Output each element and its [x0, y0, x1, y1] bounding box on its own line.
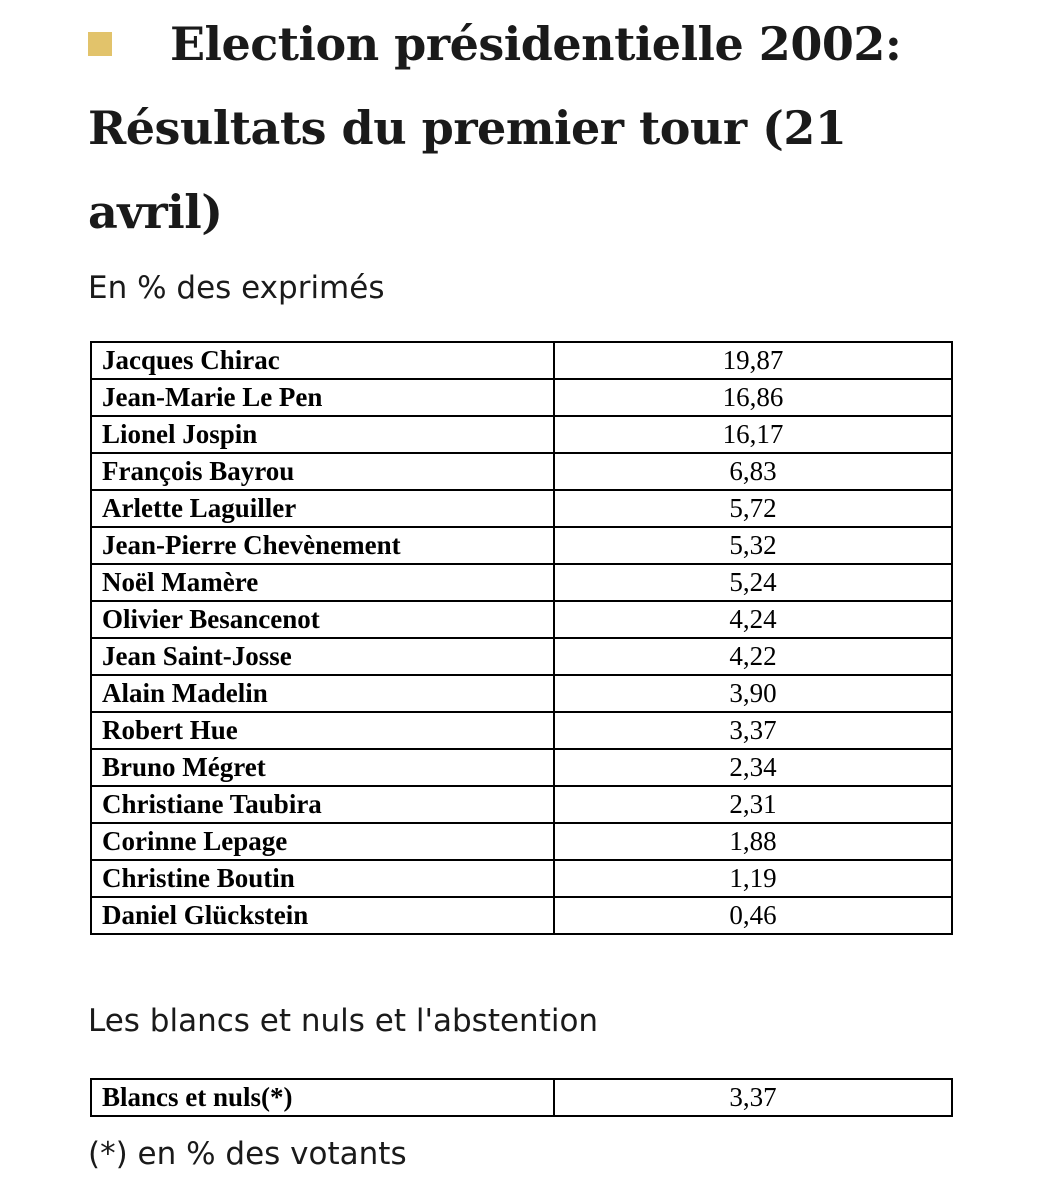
table-row: [91, 601, 952, 638]
footnote: (*) en % des votants: [88, 1136, 407, 1172]
table-row: [91, 564, 952, 601]
table-row: [91, 897, 952, 934]
candidate-percent: 1,19: [554, 860, 952, 897]
candidate-name: Jacques Chirac: [91, 342, 554, 379]
candidate-percent: 2,34: [554, 749, 952, 786]
table-row: [91, 416, 952, 453]
candidate-percent: 16,86: [554, 379, 952, 416]
table-row: [91, 638, 952, 675]
table-row: [91, 675, 952, 712]
results-table: [90, 341, 953, 935]
candidate-percent: 19,87: [554, 342, 952, 379]
candidate-percent: 3,37: [554, 712, 952, 749]
page-title: [88, 2, 988, 254]
candidate-name: Robert Hue: [91, 712, 554, 749]
table-row: [91, 527, 952, 564]
candidate-name: Alain Madelin: [91, 675, 554, 712]
candidate-name: Jean-Marie Le Pen: [91, 379, 554, 416]
candidate-name: Christine Boutin: [91, 860, 554, 897]
candidate-name: François Bayrou: [91, 453, 554, 490]
candidate-name: Daniel Glückstein: [91, 897, 554, 934]
table-row: [91, 1079, 952, 1116]
candidate-percent: 5,32: [554, 527, 952, 564]
blank-votes-table: [90, 1078, 953, 1117]
candidate-name: Corinne Lepage: [91, 823, 554, 860]
candidate-percent: 2,31: [554, 786, 952, 823]
candidate-name: Noël Mamère: [91, 564, 554, 601]
table-row: [91, 860, 952, 897]
blank-votes-label: Blancs et nuls(*): [91, 1079, 554, 1116]
square-bullet-icon: [88, 32, 112, 56]
candidate-percent: 6,83: [554, 453, 952, 490]
candidate-percent: 4,24: [554, 601, 952, 638]
candidate-percent: 4,22: [554, 638, 952, 675]
candidate-percent: 3,90: [554, 675, 952, 712]
table-row: [91, 490, 952, 527]
candidate-name: Jean Saint-Josse: [91, 638, 554, 675]
section-label-blank-abstention: Les blancs et nuls et l'abstention: [88, 1003, 599, 1039]
candidate-name: Arlette Laguiller: [91, 490, 554, 527]
candidate-name: Christiane Taubira: [91, 786, 554, 823]
table-row: [91, 342, 952, 379]
candidate-percent: 0,46: [554, 897, 952, 934]
candidate-percent: 1,88: [554, 823, 952, 860]
blank-votes-table-body: [91, 1079, 952, 1116]
results-table-body: [91, 342, 952, 934]
table-row: [91, 786, 952, 823]
table-row: [91, 379, 952, 416]
candidate-name: Lionel Jospin: [91, 416, 554, 453]
candidate-percent: 5,24: [554, 564, 952, 601]
candidate-name: Jean-Pierre Chevènement: [91, 527, 554, 564]
table-row: [91, 712, 952, 749]
candidate-percent: 5,72: [554, 490, 952, 527]
table-row: [91, 749, 952, 786]
candidate-name: Olivier Besancenot: [91, 601, 554, 638]
candidate-name: Bruno Mégret: [91, 749, 554, 786]
blank-votes-percent: 3,37: [554, 1079, 952, 1116]
candidate-percent: 16,17: [554, 416, 952, 453]
table-row: [91, 453, 952, 490]
section-label-expressed: En % des exprimés: [88, 270, 385, 306]
table-row: [91, 823, 952, 860]
page-title-text: Election présidentielle 2002: Résultats du premier tour (21 avril): [88, 17, 902, 239]
